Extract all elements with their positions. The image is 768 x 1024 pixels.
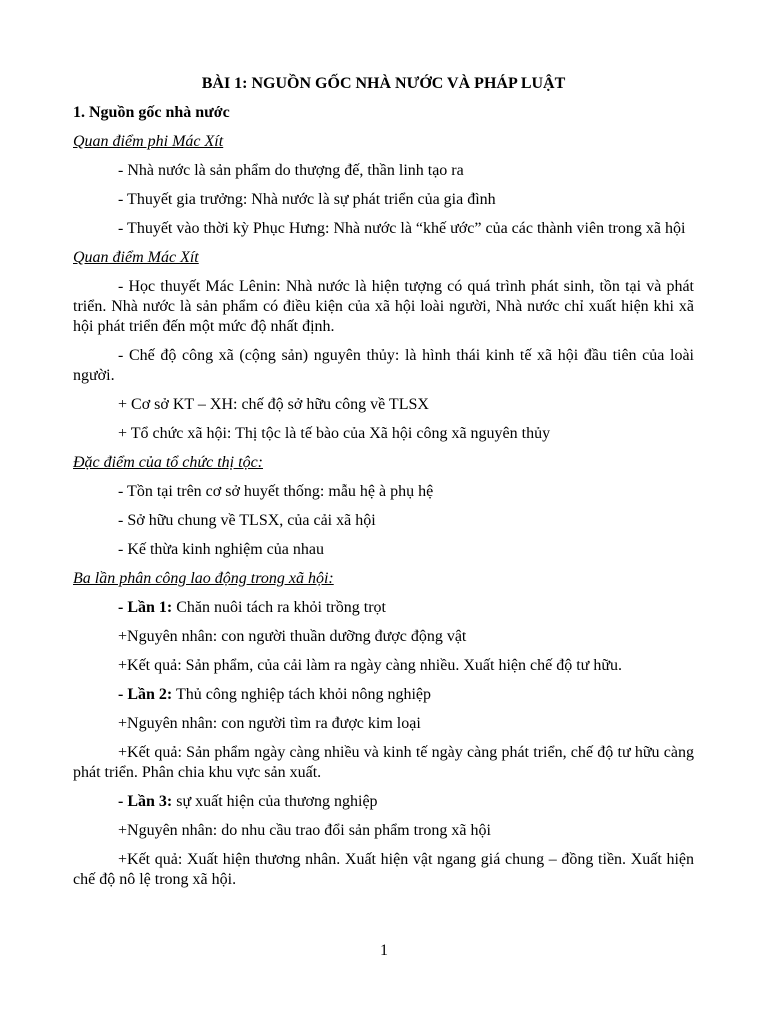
round-text: Chăn nuôi tách ra khỏi trồng trọt [172, 599, 386, 616]
labor-round-3 [73, 792, 694, 812]
paragraph: - Nhà nước là sản phẩm do thượng đế, thần linh tạo ra [118, 162, 464, 179]
document-page [73, 74, 694, 899]
round-cause: +Nguyên nhân: con người tìm ra được kim loại [118, 715, 421, 732]
paragraph: - Chế độ công xã (cộng sản) nguyên thủy: là hình thái kinh tế xã hội đầu tiên của loài người. [73, 347, 694, 384]
subheading-non-marxist: Quan điểm phi Mác Xít [73, 133, 224, 150]
round-result: +Kết quả: Xuất hiện thương nhân. Xuất hiện vật ngang giá chung – đồng tiền. Xuất hiện chế độ nô lệ trong xã hội. [73, 851, 694, 888]
page-number: 1 [380, 942, 388, 959]
subheading-labor-division: Ba lần phân công lao động trong xã hội: [73, 570, 334, 587]
paragraph: - Thuyết gia trưởng: Nhà nước là sự phát triển của gia đình [118, 191, 496, 208]
subheading-clan-features: Đặc điểm của tổ chức thị tộc: [73, 454, 263, 471]
paragraph: - Tồn tại trên cơ sở huyết thống: mẫu hệ à phụ hệ [118, 483, 434, 500]
round-cause: +Nguyên nhân: con người thuần dưỡng được động vật [118, 628, 467, 645]
labor-round-2 [73, 685, 694, 705]
round-label: - Lần 1: [118, 599, 173, 616]
round-label: - Lần 2: [118, 686, 173, 703]
labor-round-1 [73, 598, 694, 618]
round-cause: +Nguyên nhân: do nhu cầu trao đổi sản phẩm trong xã hội [118, 822, 491, 839]
round-result: +Kết quả: Sản phẩm, của cải làm ra ngày càng nhiều. Xuất hiện chế độ tư hữu. [118, 657, 622, 674]
subheading-marxist: Quan điểm Mác Xít [73, 249, 199, 266]
round-result: +Kết quả: Sản phẩm ngày càng nhiều và kinh tế ngày càng phát triển, chế độ tư hữu càng phát triển. Phân chia khu vực sản xuất. [73, 744, 694, 781]
paragraph: - Kế thừa kinh nghiệm của nhau [118, 541, 324, 558]
paragraph: - Thuyết vào thời kỳ Phục Hưng: Nhà nước là “khế ước” của các thành viên trong xã hội [118, 220, 686, 237]
paragraph: + Tổ chức xã hội: Thị tộc là tế bào của Xã hội công xã nguyên thủy [118, 425, 551, 442]
round-text: sự xuất hiện của thương nghiệp [172, 793, 378, 810]
round-text: Thủ công nghiệp tách khỏi nông nghiệp [172, 686, 432, 703]
paragraph: + Cơ sở KT – XH: chế độ sở hữu công về TLSX [118, 396, 429, 413]
section-heading: 1. Nguồn gốc nhà nước [73, 104, 230, 121]
paragraph: - Sở hữu chung về TLSX, của cải xã hội [118, 512, 376, 529]
round-label: - Lần 3: [118, 793, 173, 810]
paragraph: - Học thuyết Mác Lênin: Nhà nước là hiện tượng có quá trình phát sinh, tồn tại và phát triển. Nhà nước là sản phẩm có điều kiện của xã hội loài người, Nhà nước chỉ xuất hiện khi xã hội phát triển đến một mức độ nhất định. [73, 278, 694, 335]
document-title: BÀI 1: NGUỒN GỐC NHÀ NƯỚC VÀ PHÁP LUẬT [201, 75, 566, 92]
